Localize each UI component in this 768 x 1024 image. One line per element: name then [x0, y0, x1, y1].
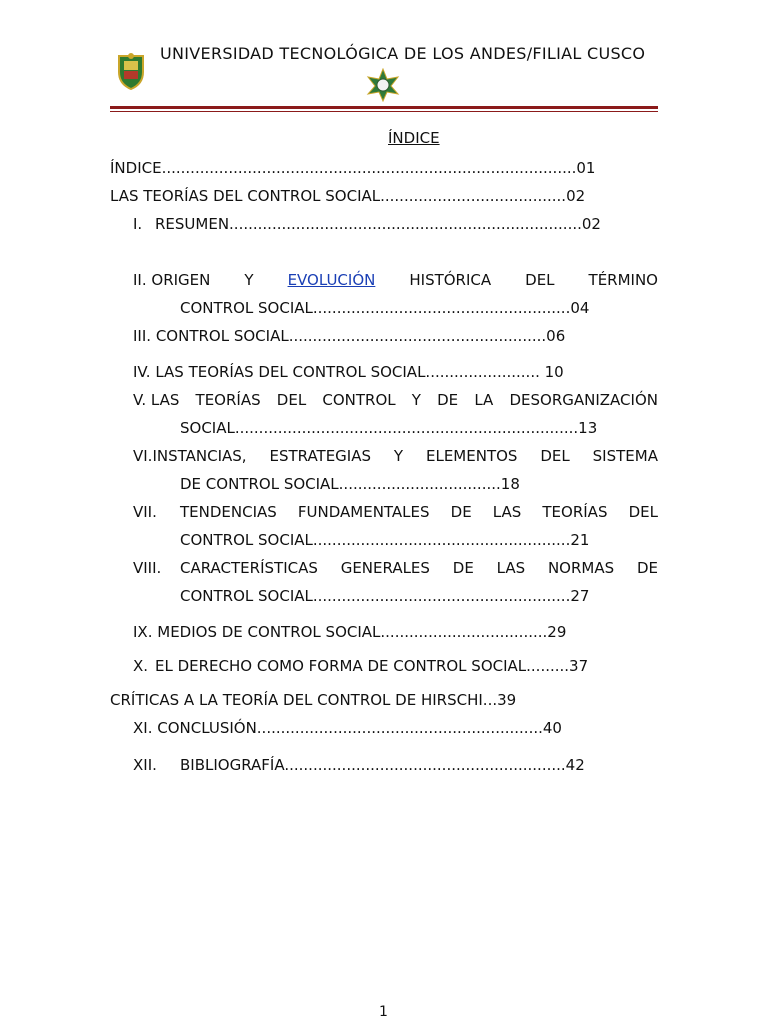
toc-entry-ix[interactable] — [133, 622, 566, 642]
toc-word: LA — [474, 391, 494, 409]
toc-entry-indice[interactable]: ÍNDICE.......................................................................................01 — [110, 159, 596, 177]
page-number: 1 — [379, 1004, 388, 1020]
toc-title: ÍNDICE — [388, 129, 440, 147]
toc-entry-vii-number: VII. — [133, 503, 157, 521]
toc-text: LAS TEORÍAS DEL CONTROL SOCIAL........................ 10 — [155, 363, 564, 381]
toc-text: EL DERECHO COMO FORMA DE CONTROL SOCIAL.........37 — [155, 657, 589, 675]
toc-entry-x[interactable] — [133, 656, 588, 676]
toc-word: TEORÍAS — [542, 503, 608, 521]
toc-entry-viii[interactable] — [180, 558, 658, 578]
star-seal-logo — [366, 68, 400, 106]
toc-word: DE — [450, 503, 472, 521]
toc-word: LAS — [496, 559, 526, 577]
toc-word: GENERALES — [340, 559, 430, 577]
toc-word: DE — [452, 559, 474, 577]
toc-word: ELEMENTOS — [426, 447, 518, 465]
toc-number: IX. — [133, 623, 153, 641]
toc-number: XII. — [133, 756, 157, 774]
toc-word: LAS — [492, 503, 522, 521]
toc-word: FUNDAMENTALES — [297, 503, 430, 521]
evolucion-link[interactable]: EVOLUCIÓN — [287, 271, 376, 289]
toc-entry-i[interactable] — [133, 214, 601, 234]
toc-text: CONCLUSIÓN............................................................40 — [157, 719, 562, 737]
toc-entry-viii-continuation[interactable]: CONTROL SOCIAL......................................................27 — [180, 587, 590, 605]
toc-number: V. LAS — [133, 391, 180, 409]
toc-text: BIBLIOGRAFÍA...........................................................42 — [180, 756, 585, 774]
toc-entry-ii-continuation[interactable]: CONTROL SOCIAL......................................................04 — [180, 299, 590, 317]
toc-word: DE — [437, 391, 459, 409]
toc-text: CONTROL SOCIAL......................................................06 — [155, 327, 566, 345]
toc-word: Y — [244, 271, 254, 289]
toc-entry-v[interactable] — [133, 390, 658, 410]
toc-entry-teorias[interactable]: LAS TEORÍAS DEL CONTROL SOCIAL.......................................02 — [110, 187, 586, 205]
toc-entry-vii[interactable] — [180, 502, 658, 522]
toc-entry-viii-number: VIII. — [133, 559, 162, 577]
toc-word: TENDENCIAS — [180, 503, 277, 521]
toc-word: Y — [393, 447, 404, 465]
header-rule-thin — [110, 111, 658, 112]
toc-number: III. — [133, 327, 152, 345]
toc-word: Y — [411, 391, 421, 409]
header-rule-thick — [110, 106, 658, 109]
toc-word: DEL — [540, 447, 570, 465]
toc-word: TEORÍAS — [195, 391, 261, 409]
toc-word: DEL — [525, 271, 555, 289]
toc-number: VI.INSTANCIAS, — [133, 447, 247, 465]
toc-entry-vi-continuation[interactable]: DE CONTROL SOCIAL..................................18 — [180, 475, 520, 493]
toc-entry-iv[interactable] — [133, 362, 564, 382]
toc-number: X. — [133, 657, 149, 675]
toc-word: DEL — [628, 503, 658, 521]
toc-entry-xii[interactable] — [133, 755, 585, 775]
toc-word: CARACTERÍSTICAS — [180, 559, 318, 577]
toc-word: ESTRATEGIAS — [269, 447, 372, 465]
toc-entry-ii[interactable] — [133, 270, 658, 290]
toc-word: DE — [636, 559, 658, 577]
toc-number: I. — [133, 215, 143, 233]
toc-number: IV. — [133, 363, 151, 381]
toc-word: DESORGANIZACIÓN — [509, 391, 658, 409]
toc-number: XI. — [133, 719, 153, 737]
university-name: UNIVERSIDAD TECNOLÓGICA DE LOS ANDES/FILIAL CUSCO — [160, 44, 646, 63]
toc-text: MEDIOS DE CONTROL SOCIAL...................................29 — [157, 623, 567, 641]
toc-entry-vi[interactable] — [133, 446, 658, 466]
toc-entry-xi[interactable] — [133, 718, 562, 738]
toc-word: HISTÓRICA — [409, 271, 492, 289]
toc-entry-iii[interactable] — [133, 326, 565, 346]
toc-word: DEL — [276, 391, 307, 409]
toc-entry-v-continuation[interactable]: SOCIAL........................................................................13 — [180, 419, 598, 437]
toc-text: RESUMEN..........................................................................02 — [155, 215, 601, 233]
toc-word: SISTEMA — [592, 447, 658, 465]
toc-word: NORMAS — [547, 559, 615, 577]
toc-entry-criticas[interactable]: CRÍTICAS A LA TEORÍA DEL CONTROL DE HIRSCHI...39 — [110, 691, 517, 709]
toc-word: TÉRMINO — [588, 271, 658, 289]
toc-word: CONTROL — [322, 391, 396, 409]
toc-number: II. ORIGEN — [133, 271, 211, 289]
university-crest-logo — [116, 52, 146, 94]
toc-entry-vii-continuation[interactable]: CONTROL SOCIAL......................................................21 — [180, 531, 590, 549]
